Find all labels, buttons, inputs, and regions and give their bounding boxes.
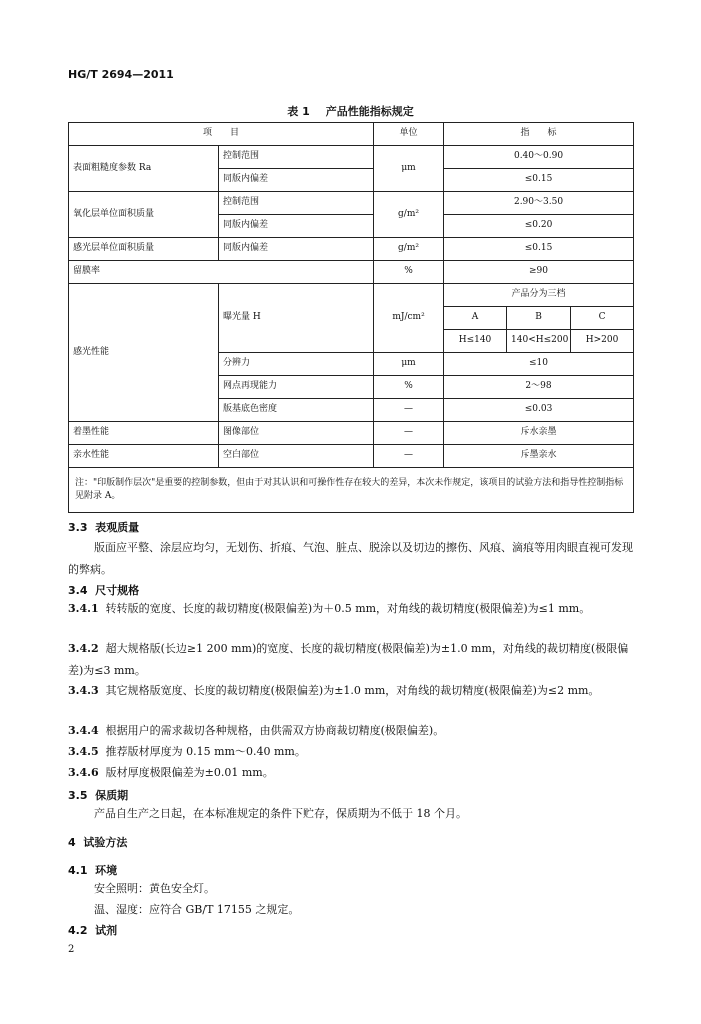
row-value: 斥墨亲水 — [444, 445, 634, 468]
row-sub: 网点再现能力 — [219, 376, 374, 399]
table-row — [69, 261, 634, 284]
table-caption — [0, 103, 701, 119]
section-3-3-text: 版面应平整、涂层应均匀，无划伤、折痕、气泡、脏点、脱涂以及切边的擦伤、风痕、滴痕等用肉眼直视可发现的弊病。 — [68, 541, 633, 576]
row-value: 产品分为三档 — [444, 284, 634, 307]
row-value: 2.90～3.50 — [444, 192, 634, 215]
section-4-1-line-1: 安全照明：黄色安全灯。 — [94, 882, 215, 895]
clause-text: 版材厚度极限偏差为±0.01 mm。 — [105, 766, 274, 779]
clause-text: 其它规格版宽度、长度的裁切精度(极限偏差)为±1.0 mm，对角线的裁切精度(极限偏差)为≤2 mm。 — [105, 684, 600, 697]
clause-number: 3.4.3 — [68, 684, 99, 697]
row-value: ≤0.15 — [444, 238, 634, 261]
head-item: 项 目 — [69, 123, 374, 146]
spec-table — [68, 122, 634, 513]
table-caption-title: 产品性能指标规定 — [325, 105, 414, 118]
section-4-2-heading — [68, 922, 117, 938]
clause-number: 3.4.5 — [68, 745, 99, 758]
grade-c-value: H>200 — [571, 330, 634, 353]
row-value: ≤10 — [444, 353, 634, 376]
row-name: 亲水性能 — [69, 445, 219, 468]
section-title: 表观质量 — [95, 521, 140, 534]
clause-number: 3.4.2 — [68, 642, 99, 655]
section-4-1-heading — [68, 862, 117, 878]
section-3-5-text: 产品自生产之日起，在本标准规定的条件下贮存，保质期为不低于 18 个月。 — [94, 807, 467, 820]
row-name: 表面粗糙度参数 Ra — [69, 146, 219, 192]
row-unit: % — [374, 261, 444, 284]
section-number: 3.3 — [68, 521, 88, 534]
clause-3-4-5 — [68, 741, 638, 763]
clause-number: 3.4.6 — [68, 766, 99, 779]
section-4-1-line-2: 温、湿度：应符合 GB/T 17155 之规定。 — [94, 903, 300, 916]
row-value: 斥水亲墨 — [444, 422, 634, 445]
row-value: 2～98 — [444, 376, 634, 399]
clause-3-4-2 — [68, 638, 638, 682]
clause-text: 转转版的宽度、长度的裁切精度(极限偏差)为＋0.5 mm，对角线的裁切精度(极限偏差)为≤1 mm。 — [105, 602, 591, 615]
table-note-row — [69, 468, 634, 513]
row-name: 感光性能 — [69, 284, 219, 422]
row-unit: μm — [374, 146, 444, 192]
grade-a-label: A — [444, 307, 507, 330]
table-row — [69, 238, 634, 261]
section-number: 4.1 — [68, 864, 88, 877]
page-number: 2 — [68, 944, 75, 955]
row-value: ≤0.20 — [444, 215, 634, 238]
row-sub: 同版内偏差 — [219, 238, 374, 261]
table-note: 注："印版制作层次"是重要的控制参数，但由于对其认识和可操作性存在较大的差异，本次未作规定，该项目的试验方法和指导性控制指标见附录 A。 — [69, 468, 634, 513]
clause-3-4-3 — [68, 680, 638, 702]
table-row — [69, 192, 634, 215]
table-head-row — [69, 123, 634, 146]
row-unit: mJ/cm² — [374, 284, 444, 353]
section-number: 3.5 — [68, 789, 88, 802]
section-3-3-heading — [68, 519, 139, 535]
row-sub: 版基底色密度 — [219, 399, 374, 422]
table-row — [69, 146, 634, 169]
row-sub: 同版内偏差 — [219, 169, 374, 192]
row-unit: — — [374, 445, 444, 468]
row-name: 感光层单位面积质量 — [69, 238, 219, 261]
section-3-5-heading — [68, 787, 128, 803]
row-value: ≥90 — [444, 261, 634, 284]
section-3-4-heading — [68, 582, 139, 598]
row-sub: 控制范围 — [219, 146, 374, 169]
section-number: 4 — [68, 836, 76, 849]
clause-3-4-6 — [68, 762, 638, 784]
clause-3-4-4 — [68, 720, 638, 742]
row-name: 氧化层单位面积质量 — [69, 192, 219, 238]
grade-b-label: B — [507, 307, 571, 330]
row-unit: g/m² — [374, 192, 444, 238]
table-row — [69, 422, 634, 445]
section-title: 尺寸规格 — [95, 584, 140, 597]
section-number: 3.4 — [68, 584, 88, 597]
clause-number: 3.4.1 — [68, 602, 99, 615]
row-sub: 空白部位 — [219, 445, 374, 468]
table-row — [69, 445, 634, 468]
section-title: 试验方法 — [83, 836, 128, 849]
clause-text: 根据用户的需求裁切各种规格，由供需双方协商裁切精度(极限偏差)。 — [105, 724, 445, 737]
row-unit: % — [374, 376, 444, 399]
clause-text: 超大规格版(长边≥1 200 mm)的宽度、长度的裁切精度(极限偏差)为±1.0 mm，对角线的裁切精度(极限偏差)为≤3 mm。 — [68, 642, 629, 677]
row-unit: — — [374, 422, 444, 445]
row-value: 0.40～0.90 — [444, 146, 634, 169]
row-sub: 图像部位 — [219, 422, 374, 445]
section-title: 保质期 — [95, 789, 129, 802]
row-sub: 曝光量 H — [219, 284, 374, 353]
section-title: 环境 — [95, 864, 118, 877]
row-unit: g/m² — [374, 238, 444, 261]
table-caption-number: 表 1 — [287, 105, 310, 118]
clause-3-4-1 — [68, 598, 638, 620]
row-unit: — — [374, 399, 444, 422]
section-title: 试剂 — [95, 924, 118, 937]
row-sub: 控制范围 — [219, 192, 374, 215]
head-index: 指 标 — [444, 123, 634, 146]
row-sub: 同版内偏差 — [219, 215, 374, 238]
row-sub: 分辨力 — [219, 353, 374, 376]
clause-text: 推荐版材厚度为 0.15 mm～0.40 mm。 — [105, 745, 306, 758]
grade-c-label: C — [571, 307, 634, 330]
row-name: 留膜率 — [69, 261, 374, 284]
head-unit: 单位 — [374, 123, 444, 146]
section-number: 4.2 — [68, 924, 88, 937]
row-name: 着墨性能 — [69, 422, 219, 445]
section-4-heading — [68, 834, 127, 850]
row-value: ≤0.03 — [444, 399, 634, 422]
clause-number: 3.4.4 — [68, 724, 99, 737]
grade-a-value: H≤140 — [444, 330, 507, 353]
table-row — [69, 284, 634, 307]
row-unit: μm — [374, 353, 444, 376]
grade-b-value: 140<H≤200 — [507, 330, 571, 353]
row-value: ≤0.15 — [444, 169, 634, 192]
standard-header: HG/T 2694—2011 — [68, 68, 174, 81]
